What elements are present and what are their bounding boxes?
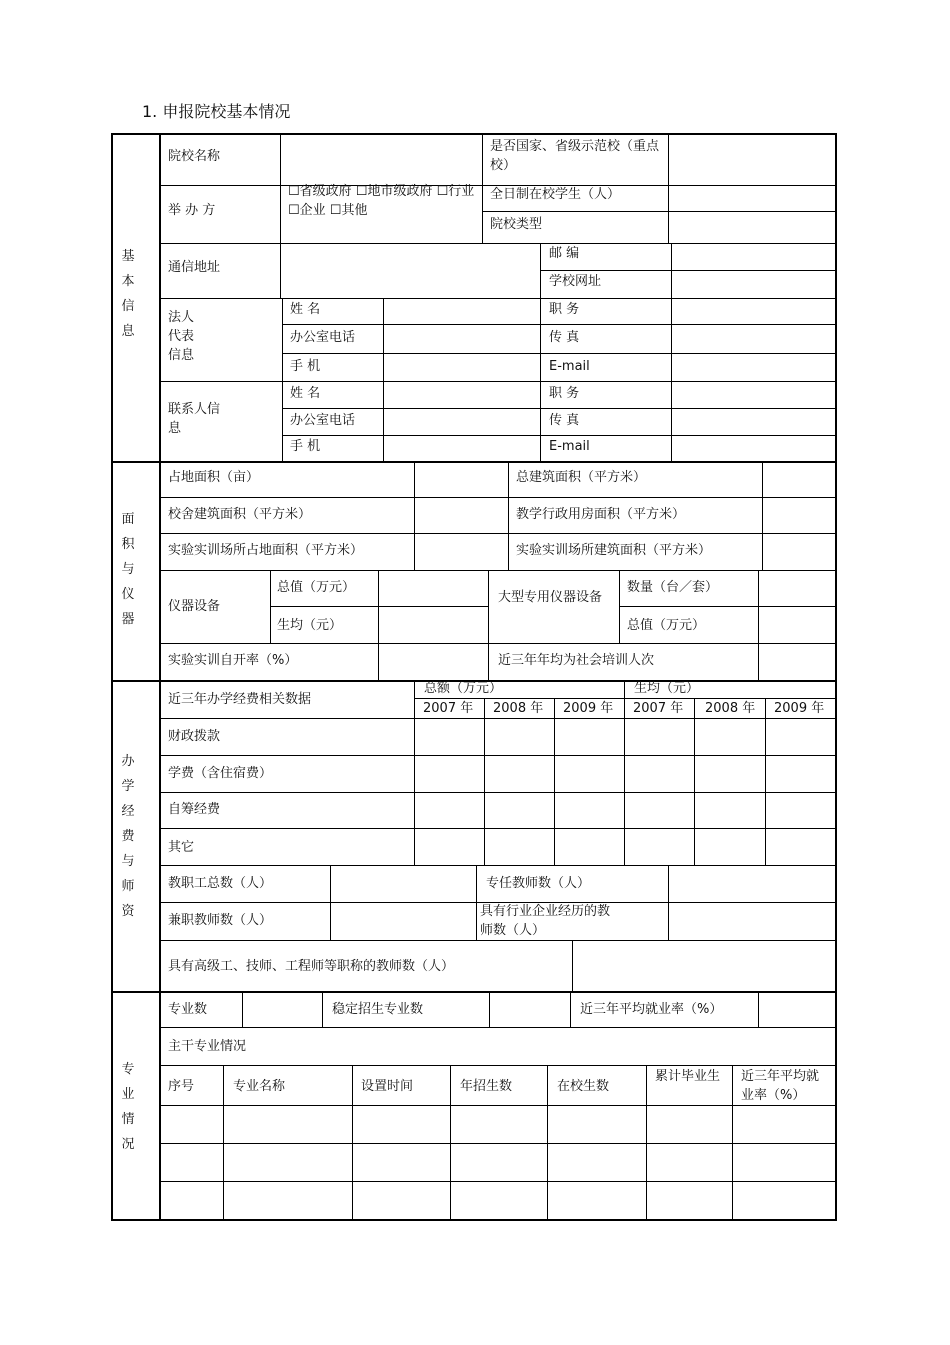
label-fulltime-students: 全日制在校学生（人） xyxy=(490,187,621,202)
label-legal-email: E-mail xyxy=(549,359,590,374)
label-school-building: 校舍建筑面积（平方米） xyxy=(168,507,312,522)
label-self-raised: 自筹经费 xyxy=(168,802,221,817)
label-staff-total: 教职工总数（人） xyxy=(168,876,273,891)
label-funds-per-student: 生均（元） xyxy=(634,681,700,696)
year-per-2007: 2007 年 xyxy=(633,701,684,716)
row-line xyxy=(160,1105,836,1106)
col-header-index: 序号 xyxy=(168,1079,195,1094)
col-line xyxy=(508,462,509,571)
label-contact: 联系人信 息 xyxy=(168,402,221,436)
row-line xyxy=(160,1065,836,1066)
label-other-funds: 其它 xyxy=(168,840,195,855)
row-line xyxy=(160,1181,836,1182)
col-line xyxy=(554,698,555,866)
col-line xyxy=(762,462,763,571)
row-line xyxy=(160,865,836,866)
input-address[interactable] xyxy=(281,244,539,297)
label-employment-rate: 近三年平均就业率（%） xyxy=(580,1002,723,1017)
col-line xyxy=(223,1065,224,1220)
row-line xyxy=(619,606,836,607)
col-line xyxy=(489,991,490,1028)
year-per-2008: 2008 年 xyxy=(705,701,756,716)
col-line xyxy=(758,570,759,681)
section-column-divider xyxy=(159,134,161,1220)
col-header-major-name: 专业名称 xyxy=(233,1079,286,1094)
label-contact-fax: 传 真 xyxy=(549,413,580,428)
section-label-funds: 办学经费与师资 xyxy=(121,754,135,919)
label-legal-position: 职 务 xyxy=(549,302,580,317)
section-label-area: 面积与仪器 xyxy=(121,512,135,627)
year-total-2008: 2008 年 xyxy=(493,701,544,716)
page-title: 1. 申报院校基本情况 xyxy=(142,102,291,121)
col-line xyxy=(378,570,379,681)
row-line xyxy=(282,353,836,354)
label-contact-mobile: 手 机 xyxy=(290,439,321,454)
col-line xyxy=(414,680,415,866)
label-contact-position: 职 务 xyxy=(549,386,580,401)
col-line xyxy=(572,940,573,992)
section-divider xyxy=(112,461,836,463)
label-large-quantity: 数量（台／套） xyxy=(627,580,719,595)
section-divider xyxy=(112,991,836,993)
label-teaching-admin: 教学行政用房面积（平方米） xyxy=(516,507,686,522)
col-line xyxy=(484,698,485,866)
label-open-rate: 实验实训自开率（%） xyxy=(168,653,298,668)
row-line xyxy=(282,408,836,409)
col-header-graduates: 累计毕业生 xyxy=(655,1069,721,1084)
col-line xyxy=(694,698,695,866)
row-line xyxy=(160,497,836,498)
col-line xyxy=(414,462,415,571)
row-line xyxy=(160,940,836,941)
row-line xyxy=(540,270,836,271)
col-header-setup-time: 设置时间 xyxy=(361,1079,414,1094)
label-legal-name: 姓 名 xyxy=(290,302,321,317)
col-line xyxy=(540,243,541,462)
label-sponsor: 举 办 方 xyxy=(168,203,216,218)
col-line xyxy=(282,298,283,462)
label-fiscal-funding: 财政拨款 xyxy=(168,729,221,744)
label-legal-office-phone: 办公室电话 xyxy=(290,330,356,345)
label-demo-school: 是否国家、省级示范校（重点校） xyxy=(490,139,660,173)
label-equipment-per-student: 生均（元） xyxy=(277,618,343,633)
label-training-building: 实验实训场所建筑面积（平方米） xyxy=(516,543,712,558)
col-line xyxy=(668,865,669,941)
col-header-students: 在校生数 xyxy=(557,1079,610,1094)
row-line xyxy=(160,533,836,534)
label-industry-teachers: 具有行业企业经历的教师数（人） xyxy=(480,904,611,938)
col-line xyxy=(570,991,571,1028)
col-line xyxy=(624,680,625,866)
row-line xyxy=(160,792,836,793)
col-line xyxy=(450,1065,451,1220)
col-line xyxy=(671,243,672,462)
row-line xyxy=(282,324,836,325)
col-line xyxy=(352,1065,353,1220)
col-line xyxy=(547,1065,548,1220)
label-total-building: 总建筑面积（平方米） xyxy=(516,470,647,485)
sponsor-options[interactable]: ☐省级政府 ☐地市级政府 ☐行业 ☐企业 ☐其他 xyxy=(288,184,475,218)
year-total-2007: 2007 年 xyxy=(423,701,474,716)
input-school-name[interactable] xyxy=(281,135,481,185)
year-total-2009: 2009 年 xyxy=(563,701,614,716)
input-demo-school[interactable] xyxy=(669,135,835,185)
row-line xyxy=(282,435,836,436)
label-training-land: 实验实训场所占地面积（平方米） xyxy=(168,543,364,558)
col-line xyxy=(646,1065,647,1220)
row-line xyxy=(482,211,836,212)
col-line xyxy=(383,298,384,462)
label-large-total: 总值（万元） xyxy=(627,618,706,633)
row-line xyxy=(160,828,836,829)
label-main-majors: 主干专业情况 xyxy=(168,1039,247,1054)
row-line xyxy=(160,298,836,299)
row-line xyxy=(160,1143,836,1144)
label-legal-rep: 法人代表信息 xyxy=(168,310,195,363)
col-line xyxy=(270,570,271,644)
label-contact-office-phone: 办公室电话 xyxy=(290,413,356,428)
col-line xyxy=(732,1065,733,1220)
row-line xyxy=(160,643,836,644)
label-land-area: 占地面积（亩） xyxy=(168,470,260,485)
section-label-majors: 专业情况 xyxy=(121,1062,135,1152)
col-line xyxy=(619,570,620,644)
row-line xyxy=(270,606,488,607)
col-line xyxy=(765,698,766,866)
label-tuition: 学费（含住宿费） xyxy=(168,766,273,781)
label-major-count: 专业数 xyxy=(168,1002,208,1017)
row-line xyxy=(414,698,836,699)
label-contact-email: E-mail xyxy=(549,439,590,454)
label-funds-header: 近三年办学经费相关数据 xyxy=(168,692,312,707)
row-line xyxy=(160,718,836,719)
label-contact-name: 姓 名 xyxy=(290,386,321,401)
row-line xyxy=(160,1027,836,1028)
col-line xyxy=(330,865,331,941)
label-stable-majors: 稳定招生专业数 xyxy=(332,1002,424,1017)
row-line xyxy=(160,381,836,382)
col-header-avg-employment: 近三年平均就业率（%） xyxy=(741,1069,820,1103)
label-fulltime-teachers: 专任教师数（人） xyxy=(486,876,591,891)
label-senior-teachers: 具有高级工、技师、工程师等职称的教师数（人） xyxy=(168,959,455,974)
section-label-basic: 基本信息 xyxy=(121,249,135,339)
label-parttime-teachers: 兼职教师数（人） xyxy=(168,913,273,928)
label-funds-total: 总额（万元） xyxy=(424,681,503,696)
row-line xyxy=(160,755,836,756)
label-training-people: 近三年年均为社会培训人次 xyxy=(498,653,655,668)
label-school-type: 院校类型 xyxy=(490,217,543,232)
col-line xyxy=(242,991,243,1028)
label-school-name: 院校名称 xyxy=(168,149,221,164)
label-postcode: 邮 编 xyxy=(549,246,580,261)
year-per-2009: 2009 年 xyxy=(774,701,825,716)
label-large-equipment: 大型专用仪器设备 xyxy=(498,590,603,605)
col-line xyxy=(482,134,483,244)
col-line xyxy=(322,991,323,1028)
label-legal-mobile: 手 机 xyxy=(290,359,321,374)
label-website: 学校网址 xyxy=(549,274,602,289)
label-equipment: 仪器设备 xyxy=(168,599,221,614)
col-header-annual-enroll: 年招生数 xyxy=(460,1079,513,1094)
label-equipment-total: 总值（万元） xyxy=(277,580,356,595)
row-line xyxy=(160,570,836,571)
label-legal-fax: 传 真 xyxy=(549,330,580,345)
col-line xyxy=(476,865,477,941)
col-line xyxy=(758,991,759,1028)
label-address: 通信地址 xyxy=(168,260,221,275)
col-line xyxy=(488,570,489,681)
